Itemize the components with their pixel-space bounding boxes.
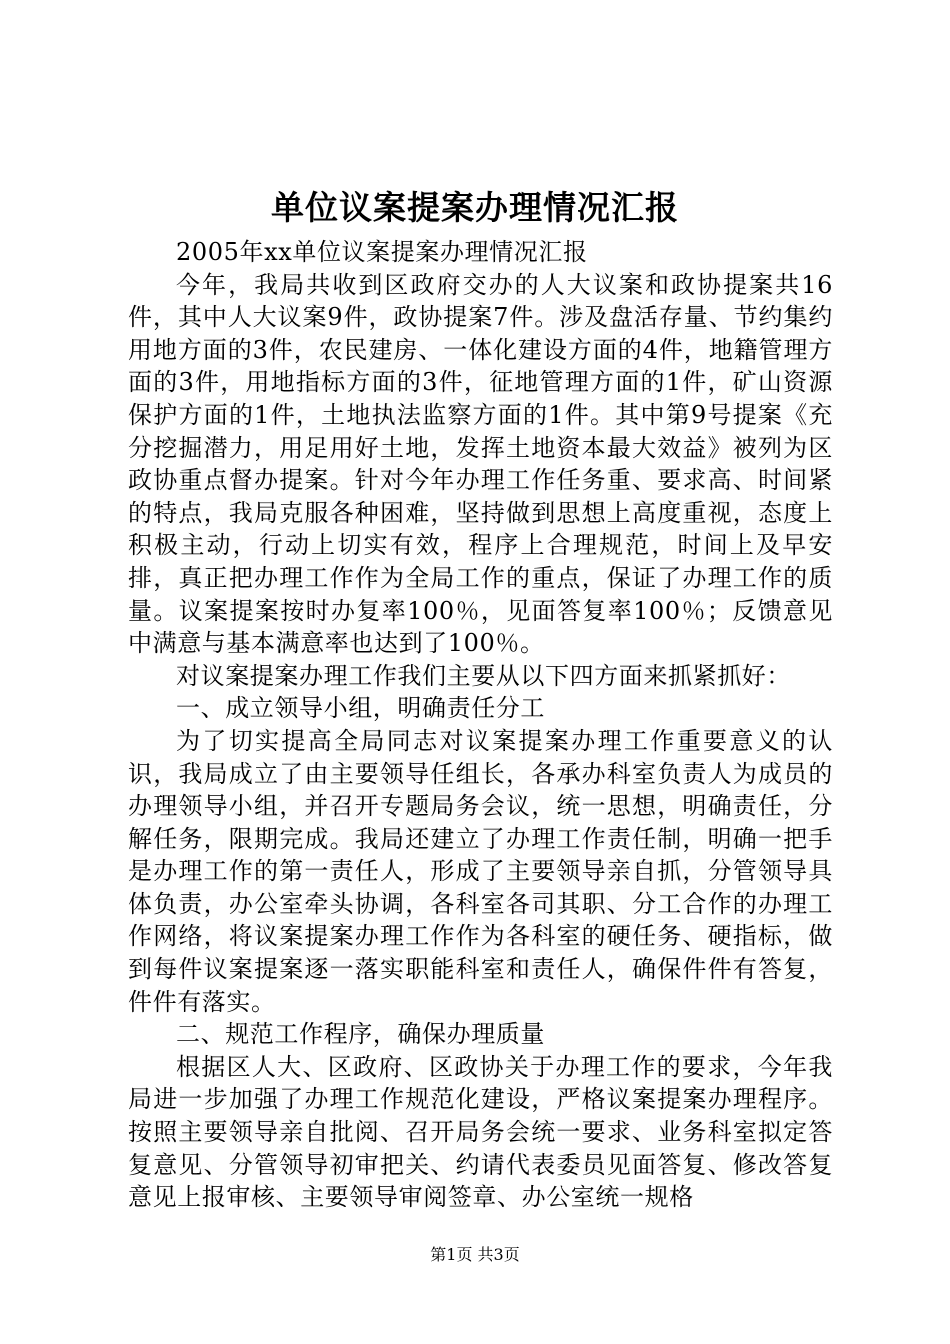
section-2-paragraph: 根据区人大、区政府、区政协关于办理工作的要求，今年我局进一步加强了办理工作规范化建设，严格议案提案办理程序。按照主要领导亲自批阅、召开局务会统一要求、业务科室拟定答复意见、分管领导初审把关、约请代表委员见面答复、修改答复意见上报审核、主要领导审阅签章、办公室统一规格: [128, 1052, 833, 1212]
intro-paragraph: 对议案提案办理工作我们主要从以下四方面来抓紧抓好：: [176, 661, 791, 690]
page-number-footer: 第1页 共3页: [430, 1245, 520, 1264]
summary-paragraph: 今年，我局共收到区政府交办的人大议案和政协提案共16件，其中人大议案9件，政协提案7件。涉及盘活存量、节约集约用地方面的3件，农民建房、一体化建设方面的4件，地籍管理方面的3件，用地指标方面的3件，征地管理方面的1件，矿山资源保护方面的1件，土地执法监察方面的1件。其中第9号提案《充分挖掘潜力，用足用好土地，发挥土地资本最大效益》被列为区政协重点督办提案。针对今年办理工作任务重、要求高、时间紧的特点，我局克服各种困难，坚持做到思想上高度重视，态度上积极主动，行动上切实有效，程序上合理规范，时间上及早安排，真正把办理工作作为全局工作的重点，保证了办理工作的质量。议案提案按时办复率100％，见面答复率100％；反馈意见中满意与基本满意率也达到了100％。: [128, 270, 833, 658]
subtitle-paragraph: 2005年xx单位议案提案办理情况汇报: [176, 238, 588, 266]
section-1-paragraph: 为了切实提高全局同志对议案提案办理工作重要意义的认识，我局成立了由主要领导任组长，各承办科室负责人为成员的办理领导小组，并召开专题局务会议，统一思想，明确责任，分解任务，限期完成。我局还建立了办理工作责任制，明确一把手是办理工作的第一责任人，形成了主要领导亲自抓，分管领导具体负责，办公室牵头协调，各科室各司其职、分工合作的办理工作网络，将议案提案办理工作作为各科室的硬任务、硬指标，做到每件议案提案逐一落实职能科室和责任人，确保件件有答复，件件有落实。: [128, 726, 833, 1016]
document-title: 单位议案提案办理情况汇报: [271, 188, 679, 227]
section-heading-2: 二、规范工作程序，确保办理质量: [176, 1020, 545, 1049]
document-body: [128, 236, 833, 1214]
section-heading-1: 一、成立领导小组，明确责任分工: [176, 694, 545, 723]
